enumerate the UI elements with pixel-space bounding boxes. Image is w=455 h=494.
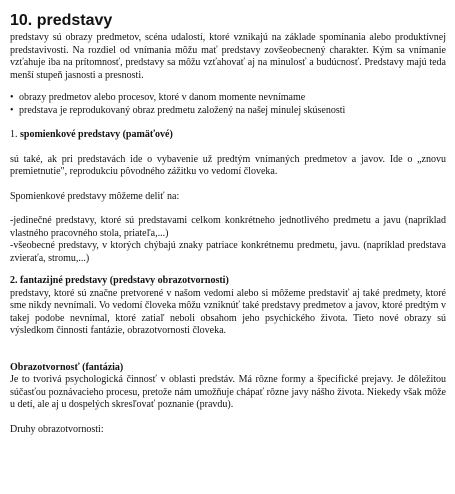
section1-division: Spomienkové predstavy môžeme deliť na:	[10, 190, 180, 202]
bullet-icon: •	[10, 92, 14, 103]
document-page	[10, 12, 446, 436]
intro-paragraph: predstavy sú obrazy predmetov, scéna udalostí, ktoré vznikajú na základe spomínania alebo produktívnej predstavivosti. Na rozdiel od vnímania môžu mať predstavy zovšeobecnený charakter. Kým sa vnímanie vzťahuje iba na prítomnosť, predstavy sa môžu vzťahovať aj na minulosť a budúcnosť. Predstavy majú teda menší stupeň jasnosti a presnosti.	[10, 32, 446, 81]
section2-heading: 2. fantazijné predstavy (predstavy obrazotvornosti)	[10, 275, 229, 286]
section1-item: -všeobecné predstavy, v ktorých chýbajú znaky patriace konkrétnemu predmetu, javu. (napríklad predstava zvieraťa, stromu,...)	[10, 240, 446, 264]
section3-types-label: Druhy obrazotvornosti:	[10, 423, 104, 435]
section1-heading	[10, 129, 446, 142]
section1-item: -jedinečné predstavy, ktoré sú predstavami celkom konkrétneho jednotlivého predmetu a javu (napríklad vlastného pracovného stola, priateľa,...)	[10, 215, 446, 239]
section1-body: sú také, ak pri predstavách ide o vybavenie už predtým vnímaných predmetov a javov. Ide o „znovu premietnutie", reprodukciu pôvodného zážitku vo vedomí človeka.	[10, 153, 446, 177]
page-title: 10. predstavy	[10, 12, 113, 29]
list-item	[10, 92, 446, 105]
bullet-list	[10, 92, 446, 117]
section1-number: 1.	[10, 129, 18, 140]
bullet-icon: •	[10, 104, 14, 116]
list-item	[10, 105, 446, 118]
bullet-text: obrazy predmetov alebo procesov, ktoré v danom momente nevnímame	[19, 92, 306, 103]
section3-body: Je to tvorivá psychologická činnosť v oblasti predstáv. Má rôzne formy a špecifické prejavy. Je dôležitou súčasťou poznávacieho procesu, pretože nám umožňuje chápať rôzne javy nášho života. Niekedy však môže u detí, ale aj u dospelých skresľovať poznanie (pravdu).	[10, 374, 446, 410]
section2-body: predstavy, ktoré sú značne pretvorené v našom vedomí alebo si môžeme predstaviť aj také predmety, ktoré sme nikdy nevnímali. Vo vedomí človeka môžu vzniknúť také predstavy predmetov a javov, ktoré predtým v takej podobe nevnímal, ktoré zatiaľ neboli obsahom jeho psychického života. Tieto nové obrazy sú výsledkom činnosti fantázie, obrazotvornosti človeka.	[10, 287, 446, 336]
section1-title: spomienkové predstavy (pamäťové)	[20, 129, 173, 140]
bullet-text: predstava je reprodukovaný obraz predmetu založený na našej minulej skúsenosti	[19, 104, 346, 116]
section3-heading: Obrazotvornosť (fantázia)	[10, 361, 124, 373]
